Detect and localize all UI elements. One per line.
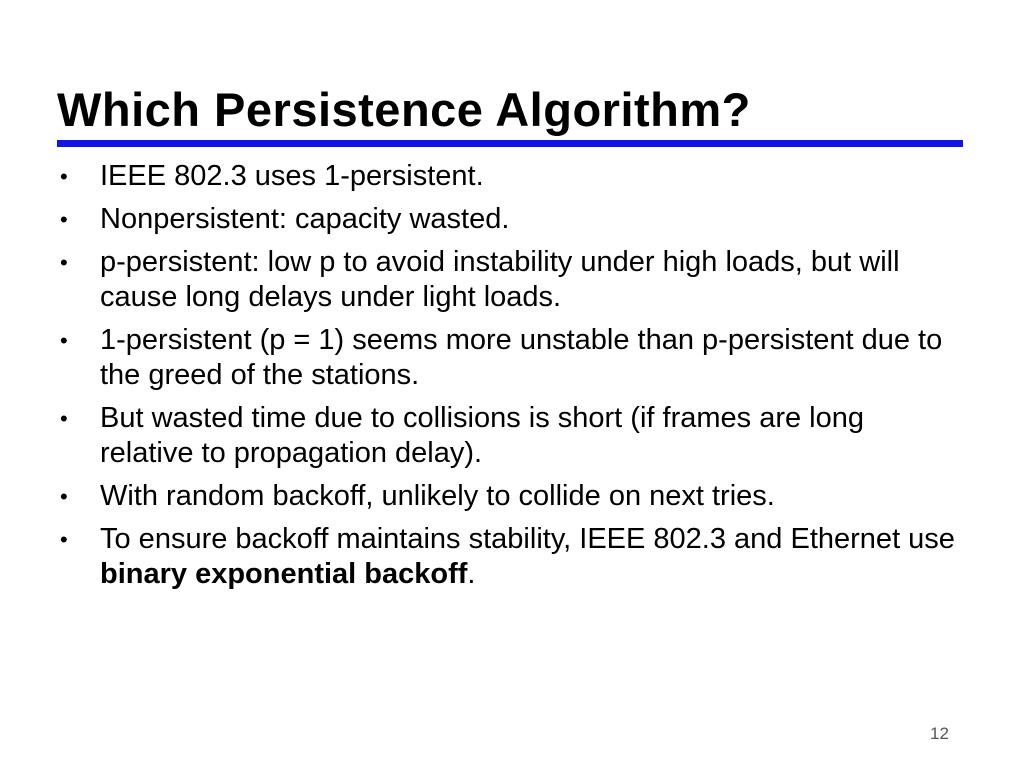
bullet-text: Nonpersistent: capacity wasted. — [100, 203, 510, 235]
bullet-icon: • — [60, 484, 68, 509]
title-underline — [57, 140, 963, 147]
bullet-item — [60, 159, 960, 194]
bullet-text: IEEE 802.3 uses 1-persistent. — [100, 160, 484, 192]
bullet-item — [60, 401, 960, 471]
bullet-icon: • — [60, 164, 68, 189]
bullet-icon: • — [60, 328, 68, 353]
bullet-icon: • — [60, 406, 68, 431]
bullet-item — [60, 479, 960, 514]
bullet-item — [60, 323, 960, 393]
bullet-text-before: To ensure backoff maintains stability, IEEE 802.3 and Ethernet use — [100, 523, 955, 555]
bullet-icon: • — [60, 527, 68, 552]
bullet-text-after: . — [467, 558, 476, 590]
bullet-item — [60, 245, 960, 315]
page-number: 12 — [930, 724, 949, 743]
emphasized-term: binary exponential backoff — [100, 558, 468, 590]
bullet-text: 1-persistent (p = 1) seems more unstable than p-persistent due to the greed of the stations. — [100, 324, 943, 391]
bullet-list — [60, 159, 960, 600]
bullet-text: p-persistent: low p to avoid instability under high loads, but will cause long delays under light loads. — [100, 246, 900, 313]
bullet-text — [100, 523, 955, 590]
bullet-icon: • — [60, 250, 68, 275]
bullet-text: But wasted time due to collisions is short (if frames are long relative to propagation delay). — [100, 402, 864, 469]
bullet-item — [60, 202, 960, 237]
bullet-icon: • — [60, 207, 68, 232]
bullet-item — [60, 522, 960, 592]
bullet-text: With random backoff, unlikely to collide on next tries. — [100, 480, 775, 512]
slide-title: Which Persistence Algorithm? — [57, 83, 751, 136]
